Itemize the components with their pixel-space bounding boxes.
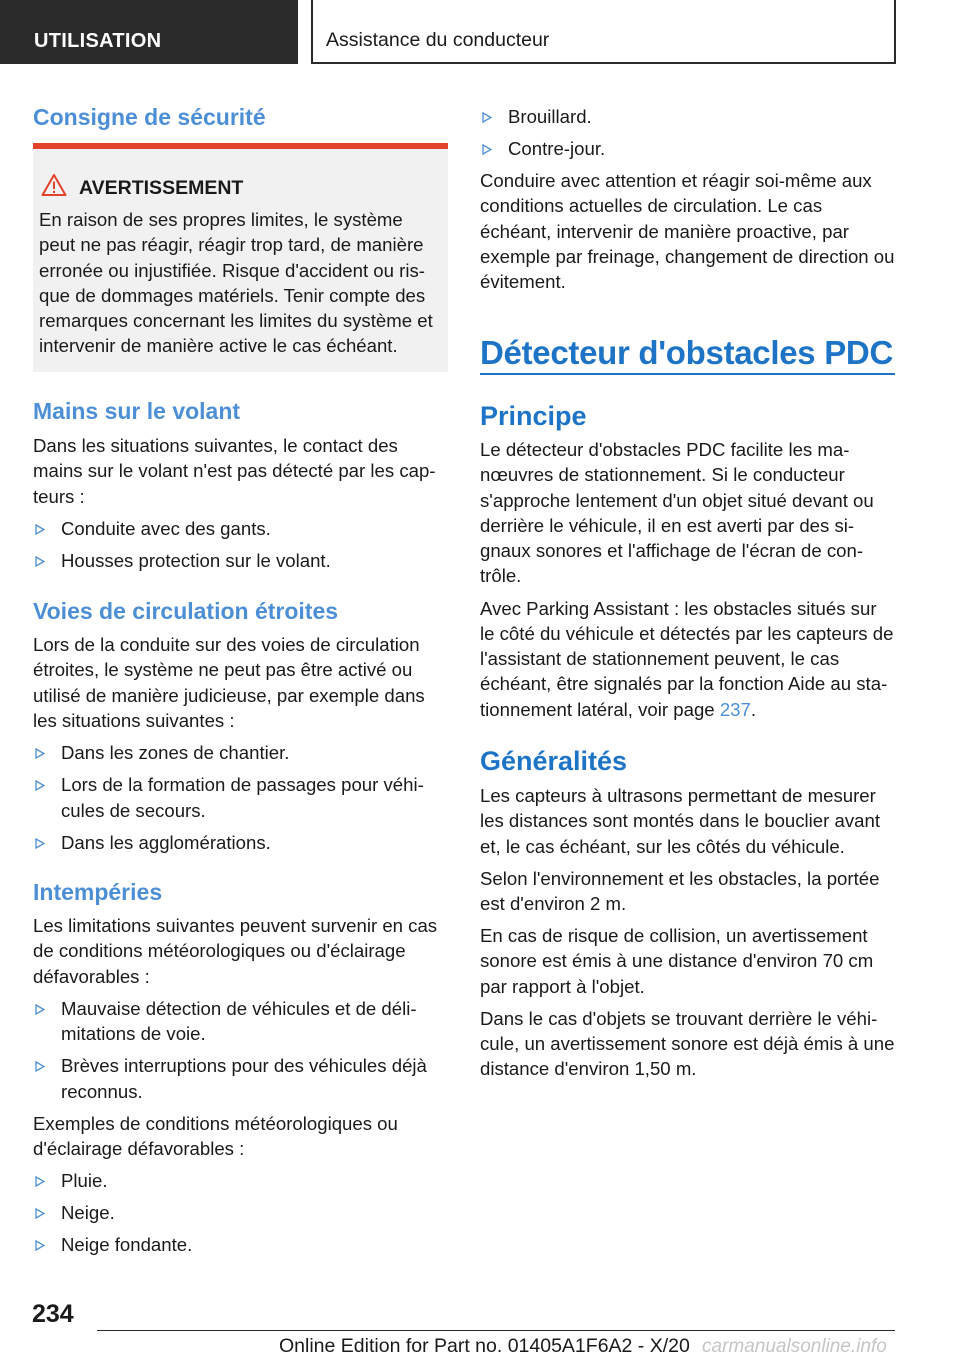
triangle-bullet-icon	[35, 1176, 45, 1187]
narrow-lanes-section	[33, 632, 448, 862]
general-text-1: Les capteurs à ultrasons permettant de mesurer les distances sont montés dans le bouclier avant et, le cas échéant, sur les côtés du véhicule.	[480, 785, 880, 857]
triangle-bullet-icon	[35, 780, 45, 791]
list-item: Mauvaise détection de véhicules et de déli-mitations de voie.	[33, 996, 448, 1047]
list-item: Neige fondante.	[33, 1232, 448, 1257]
hands-text: Dans les situations suivantes, le contact des mains sur le volant n'est pas détecté par les cap-teurs :	[33, 435, 436, 507]
list-item: Dans les agglomérations.	[33, 830, 448, 855]
triangle-bullet-icon	[35, 748, 45, 759]
list-item: Lors de la formation de passages pour véhi-cules de secours.	[33, 772, 448, 823]
header-chapter-label: Assistance du conducteur	[326, 29, 550, 51]
pdc-chapter-title: Détecteur d'obstacles PDC	[480, 334, 893, 371]
general-text-3: En cas de risque de collision, un avertissement sonore est émis à une distance d'environ 70 cm par rapport à l'objet.	[480, 925, 874, 997]
weather-examples-text: Exemples de conditions météorologiques ou d'éclairage défavorables :	[33, 1112, 398, 1159]
continued-list	[480, 104, 895, 161]
triangle-bullet-icon	[35, 1061, 45, 1072]
warning-triangle-icon	[41, 173, 67, 197]
triangle-bullet-icon	[35, 1208, 45, 1219]
warning-title: AVERTISSEMENT	[79, 177, 244, 199]
principle-section	[480, 437, 895, 722]
footer-rule	[97, 1330, 895, 1331]
triangle-bullet-icon	[482, 144, 492, 155]
list-item: Contre-jour.	[480, 136, 895, 161]
triangle-bullet-icon	[35, 1240, 45, 1251]
warning-text: En raison de ses propres limites, le système peut ne pas réagir, réagir trop tard, de manière erronée ou injustifiée. Risque d'accident ou ris-que de dommages matériels. Tenir compte des remarques concernant les limites du système et intervenir de manière active le cas échéant.	[39, 209, 433, 357]
triangle-bullet-icon	[35, 556, 45, 567]
list-item: Pluie.	[33, 1168, 448, 1193]
triangle-bullet-icon	[35, 838, 45, 849]
general-section	[480, 783, 895, 1082]
page-link[interactable]: 237	[719, 698, 751, 720]
safety-heading: Consigne de sécurité	[33, 104, 266, 130]
list-item: Brèves interruptions pour des véhicules déjà reconnus.	[33, 1053, 448, 1104]
header-section-tab	[0, 0, 298, 64]
triangle-bullet-icon	[35, 524, 45, 535]
footer-edition: Online Edition for Part no. 01405A1F6A2 - X/20	[279, 1335, 690, 1357]
weather-section	[33, 913, 448, 1265]
list-item: Conduite avec des gants.	[33, 516, 448, 541]
narrow-lanes-heading: Voies de circulation étroites	[33, 598, 339, 624]
hands-heading: Mains sur le volant	[33, 398, 241, 424]
list-item: Brouillard.	[480, 104, 895, 129]
list-item: Housses protection sur le volant.	[33, 548, 448, 573]
weather-examples-list	[33, 1168, 448, 1257]
weather-heading: Intempéries	[33, 879, 163, 905]
triangle-bullet-icon	[482, 112, 492, 123]
narrow-lanes-text: Lors de la conduite sur des voies de circulation étroites, le système ne peut pas être activé ou utilisé de manière judicieuse, par exemple dans les situations suivantes :	[33, 634, 425, 731]
triangle-bullet-icon	[35, 1004, 45, 1015]
general-heading: Généralités	[480, 746, 628, 776]
list-item: Dans les zones de chantier.	[33, 740, 448, 765]
hands-section	[33, 433, 448, 580]
weather-list	[33, 996, 448, 1104]
principle-text-2: Avec Parking Assistant : les obstacles situés sur le côté du véhicule et détectés par les capteurs de l'assistant de stationnement peuvent, le cas échéant, être signalés par la fonction Aide au sta-tionnement latéral, voir page 237.	[480, 597, 894, 720]
general-text-4: Dans le cas d'objets se trouvant derrière le véhi-cule, un avertissement sonore est déjà émis à une distance d'environ 1,50 m.	[480, 1007, 895, 1080]
list-item: Neige.	[33, 1200, 448, 1225]
warning-box	[33, 143, 448, 372]
header-section-label: UTILISATION	[34, 30, 162, 52]
continued-section	[480, 104, 895, 295]
continued-text: Conduire avec attention et réagir soi-même aux conditions actuelles de circulation. Le cas échéant, intervenir de manière proactive, par exemple par freinage, changement de direction ou évitement.	[480, 170, 895, 293]
page-number: 234	[32, 1300, 74, 1328]
pdc-title-rule	[480, 373, 895, 375]
narrow-lanes-list	[33, 740, 448, 855]
weather-text: Les limitations suivantes peuvent survenir en cas de conditions météorologiques ou d'éclairage défavorables :	[33, 915, 438, 987]
principle-text-1: Le détecteur d'obstacles PDC facilite les ma-nœuvres de stationnement. Si le conducteur s'approche lentement d'un objet situé devant ou derrière le véhicule, il en est averti par des si-gnaux sonores et l'affichage de l'écran de con-trôle.	[480, 439, 874, 587]
principle-heading: Principe	[480, 401, 587, 431]
general-text-2: Selon l'environnement et les obstacles, la portée est d'environ 2 m.	[480, 867, 880, 914]
header-chapter-box	[311, 0, 896, 64]
watermark: carmanualsonline.info	[702, 1336, 887, 1357]
hands-list	[33, 516, 448, 573]
